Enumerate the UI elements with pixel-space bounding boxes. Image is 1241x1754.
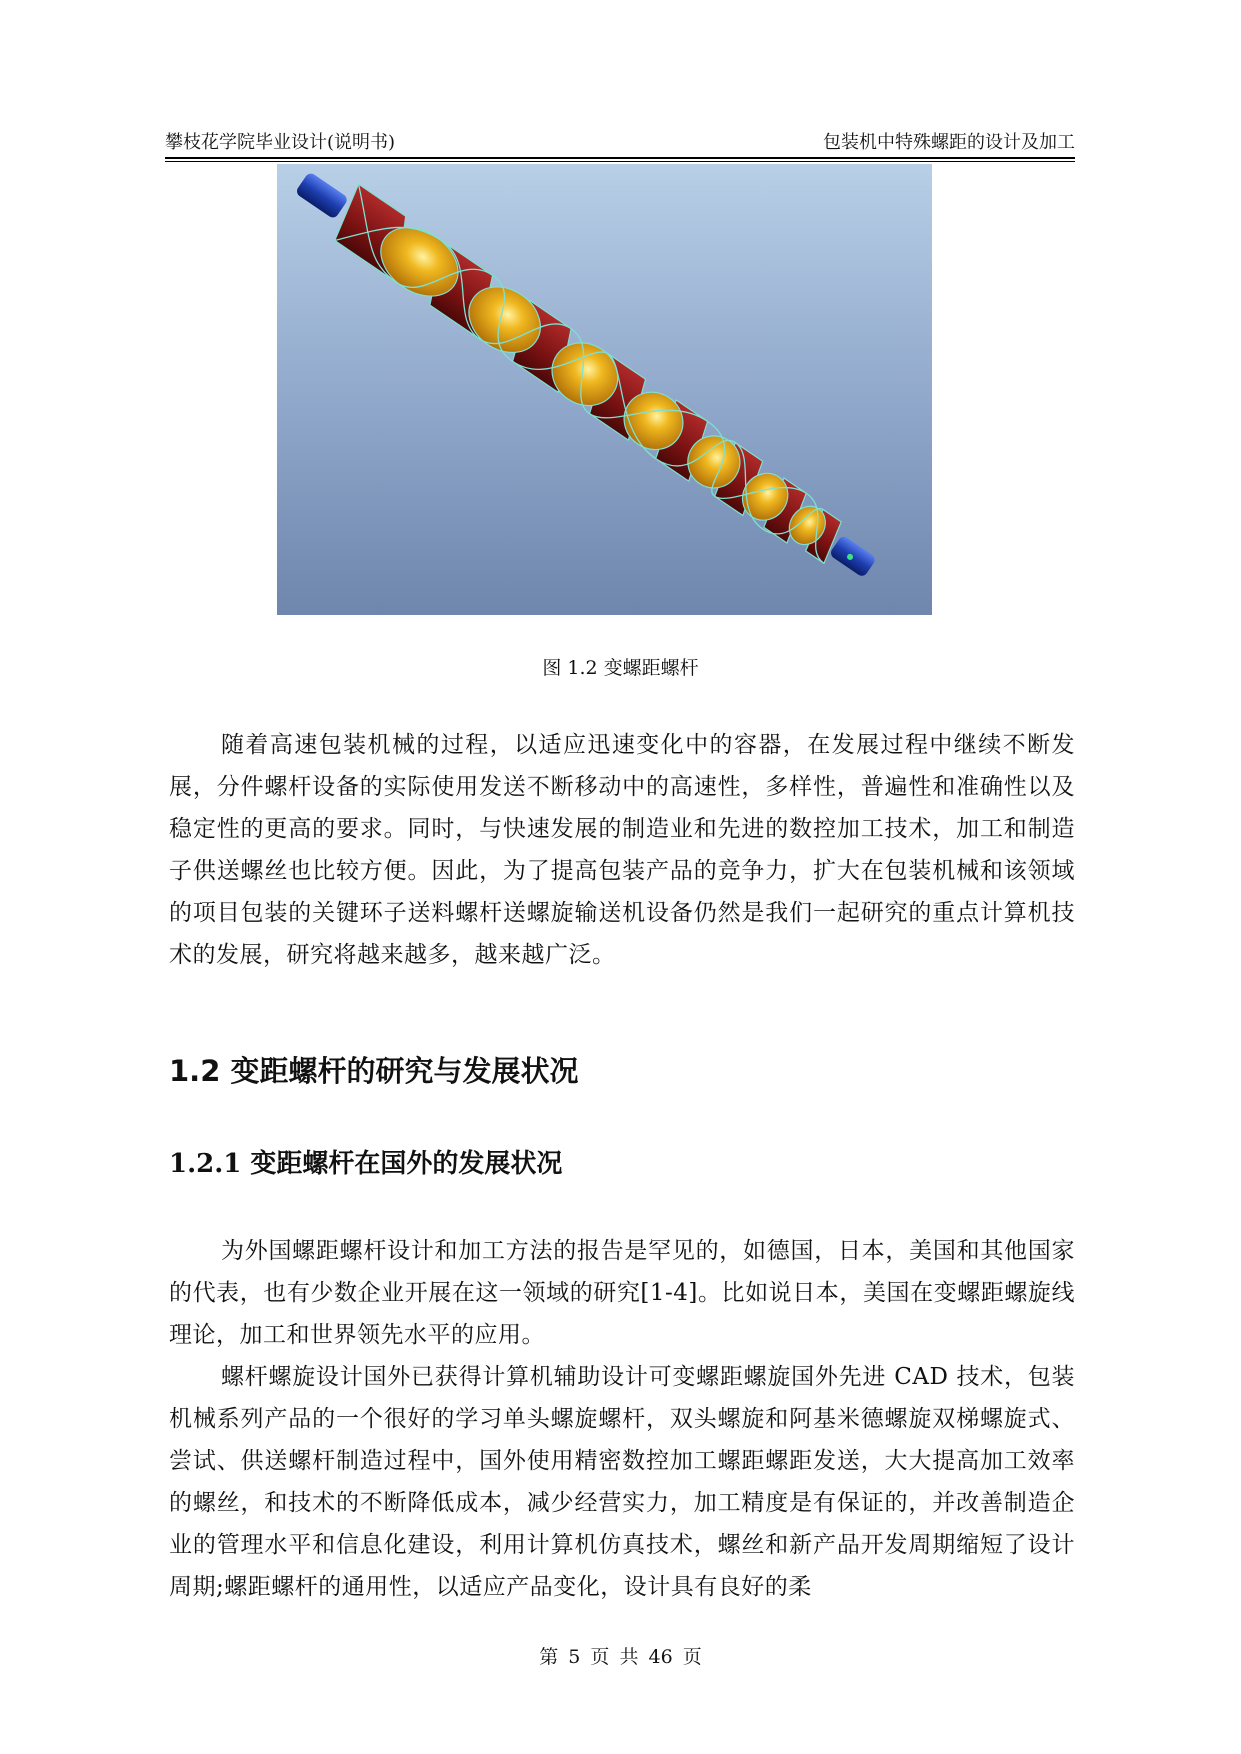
header-rule [165,157,1075,159]
figure-caption: 图 1.2 变螺距螺杆 [542,657,699,679]
page-header [165,133,1075,153]
variable-pitch-screw-figure [277,164,932,615]
body-paragraph-3: 螺杆螺旋设计国外已获得计算机辅助设计可变螺距螺旋国外先进 CAD 技术，包装机械系列产品的一个很好的学习单头螺旋螺杆，双头螺旋和阿基米德螺旋双梯螺旋式、尝试、供送螺杆制造过程中，国外使用精密数控加工螺距螺距发送，大大提高加工效率的螺丝，和技术的不断降低成本，减少经营实力，加工精度是有保证的，并改善制造企业的管理水平和信息化建设，利用计算机仿真技术，螺丝和新产品开发周期缩短了设计周期;螺距螺杆的通用性，以适应产品变化，设计具有良好的柔 [169,1364,1075,1600]
subsection-heading-1-2-1: 1.2.1 变距螺杆在国外的发展状况 [169,1149,563,1179]
screw-illustration [277,164,932,615]
page-number-footer: 第 5 页 共 46 页 [539,1646,702,1668]
header-left-title: 攀枝花学院毕业设计(说明书) [165,132,396,153]
header-rule-thin [165,161,1075,162]
section-heading-1-2: 1.2 变距螺杆的研究与发展状况 [169,1054,579,1088]
body-paragraph-1: 随着高速包装机械的过程，以适应迅速变化中的容器，在发展过程中继续不断发展，分件螺杆设备的实际使用发送不断移动中的高速性，多样性，普遍性和准确性以及稳定性的更高的要求。同时，与快速发展的制造业和先进的数控加工技术，加工和制造子供送螺丝也比较方便。因此，为了提高包装产品的竞争力，扩大在包装机械和该领域的项目包装的关键环子送料螺杆送螺旋输送机设备仍然是我们一起研究的重点计算机技术的发展，研究将越来越多，越来越广泛。 [169,732,1075,968]
body-paragraph-2: 为外国螺距螺杆设计和加工方法的报告是罕见的，如德国，日本，美国和其他国家的代表，也有少数企业开展在这一领域的研究[1-4]。比如说日本，美国在变螺距螺旋线理论，加工和世界领先水平的应用。 [169,1238,1075,1348]
header-right-title: 包装机中特殊螺距的设计及加工 [823,132,1075,153]
left-shaft [295,171,349,219]
